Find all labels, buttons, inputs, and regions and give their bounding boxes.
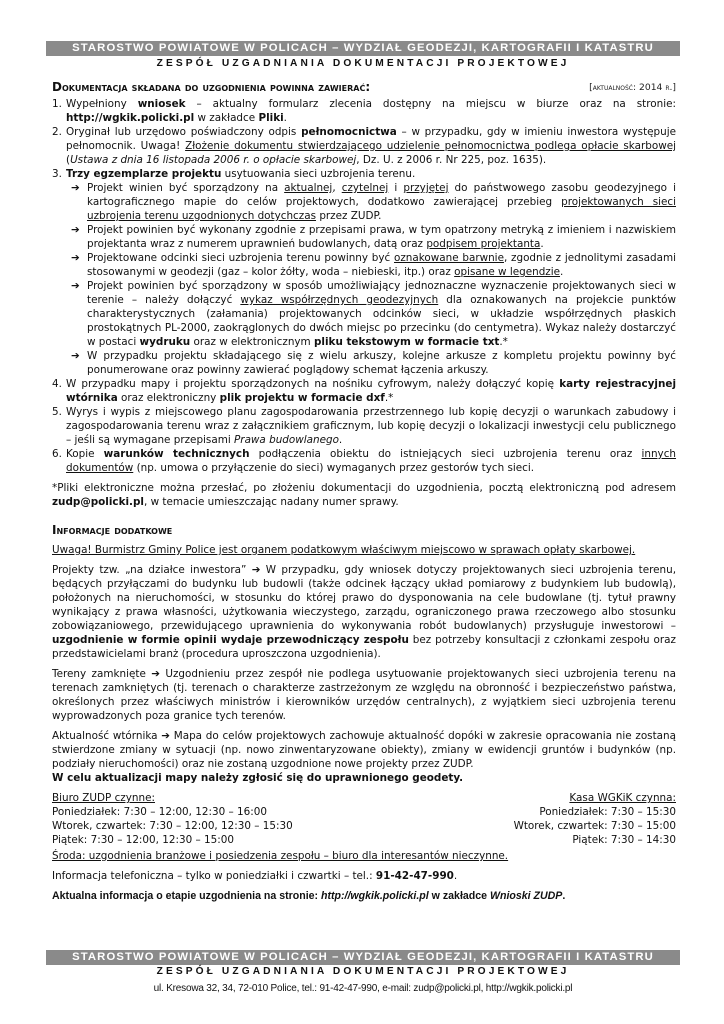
item-number: 3. xyxy=(52,168,62,180)
text: Projekty tzw. „na działce inwestora” ➔ W przypadku, gdy wniosek dotyczy projektowanych sieci uzbrojenia terenu, będących przyłączami do budynku lub budowli (także odcinek łączący układ pomiarowy z budynkiem lub budowlą), położonych na nieruchomości, w stosunku do której prawo do dysponowania na cele budowlane (tj. tytuł prawny wynikający z prawa własności, użytkowania wieczystego, zarządu, ograniczonego prawa rzeczowego albo stosunku zobowiązaniowego, przewidującego uprawnienia do wykonywania robót budowlanych) przysługuje inwestorowi – xyxy=(52,564,676,632)
arrow-item-1 xyxy=(52,181,676,223)
text-underlined: Środa: uzgodnienia branżowe i posiedzenia zespołu – biuro dla interesantów nieczynne. xyxy=(52,850,509,862)
arrow-icon: ➔ xyxy=(71,182,80,194)
list-item-3 xyxy=(52,167,676,181)
document-title: Dokumentacja składana do uzgodnienia powinna zawierać: xyxy=(52,80,371,94)
text: Wyrys i wypis z miejscowego planu zagospodarowania przestrzennego lub kopię decyzji o warunkach zabudowy i zagospodarowania terenu wraz z załącznikiem graficznym, lub kopię decyzji o lokalizacji inwestycji celu publicznego – jeśli są wymagane przepisami xyxy=(66,406,676,446)
document-heading xyxy=(52,80,676,95)
section-title-info: Informacje dodatkowe xyxy=(52,523,173,537)
office-hours xyxy=(52,791,293,847)
text-bold: karty rejestracyjnej wtórnika xyxy=(66,378,677,404)
hours-line: Piątek: 7:30 – 14:30 xyxy=(572,834,676,846)
arrow-icon: ➔ xyxy=(71,350,80,362)
text: – w przypadku, gdy w imieniu inwestora występuje pełnomocnik. Uwaga! xyxy=(66,126,676,152)
opening-hours xyxy=(52,791,676,849)
text: do państwowego zasobu geodezyjnego i kartograficznego mapie do celów projektowych, dodatkowo zawierającej przebieg xyxy=(87,182,677,208)
requirements-list-continued xyxy=(52,377,676,475)
text: . xyxy=(283,112,287,124)
text-bold: Trzy egzemplarze projektu xyxy=(66,168,222,180)
item-number: 2. xyxy=(52,126,62,138)
text: Informacja telefoniczna – tylko w poniedziałki i czwartki – tel.: xyxy=(52,870,376,882)
footer-team-title: ZESPÓŁ UZGADNIANIA DOKUMENTACJI PROJEKTOWEJ xyxy=(156,966,570,977)
status-info xyxy=(52,889,676,903)
text-italic: Prawa budowlanego xyxy=(234,434,339,446)
list-item-5 xyxy=(52,405,676,447)
hours-line: Wtorek, czwartek: 7:30 – 15:00 xyxy=(513,820,676,832)
arrow-icon: ➔ xyxy=(71,280,80,292)
text: bez potrzeby konsultacji z członkami zespołu oraz przedstawicielami branż (procedura uproszczona uzgodnienia). xyxy=(52,634,676,660)
text: . xyxy=(560,266,564,278)
text: , w temacie umieszczając nadany numer sprawy. xyxy=(144,496,399,508)
text: . xyxy=(540,238,544,250)
item-number: 6. xyxy=(52,448,62,460)
list-item-6 xyxy=(52,447,676,475)
text-italic: Ustawa z dnia 16 listopada 2006 r. o opłacie skarbowej xyxy=(70,154,357,166)
header-team-title: ZESPÓŁ UZGADNIANIA DOKUMENTACJI PROJEKTOWEJ xyxy=(156,58,570,69)
info-paragraph-1 xyxy=(52,563,676,661)
text-underlined: Uwaga! Burmistrz Gminy Police jest organem podatkowym właściwym miejscowo w sprawach opłaty skarbowej. xyxy=(52,544,636,556)
text-bold: pliku tekstowym w formacie txt xyxy=(313,336,500,348)
text-underlined: aktualnej xyxy=(284,182,333,194)
website-link[interactable]: http://wgkik.policki.pl xyxy=(66,112,195,124)
wednesday-note xyxy=(52,849,676,863)
text: Projekt winien być sporządzony na xyxy=(87,182,285,194)
text-underlined: innych dokumentów xyxy=(66,448,677,474)
text: *Pliki elektroniczne można przesłać, po złożeniu dokumentacji do uzgodnienia, pocztą elektroniczną pod adresem xyxy=(52,482,676,494)
office-hours-title: Biuro ZUDP czynne: xyxy=(52,792,155,804)
text: W przypadku mapy i projektu sporządzonych na nośniku cyfrowym, należy dołączyć kopię xyxy=(66,378,560,390)
tax-warning xyxy=(52,543,676,557)
requirements-list xyxy=(52,97,676,181)
phone-number[interactable]: 91-42-47-990 xyxy=(375,870,454,882)
header-office-bar: STAROSTWO POWIATOWE W POLICACH – WYDZIAŁ GEODEZJI, KARTOGRAFII I KATASTRU xyxy=(46,41,680,56)
text: . xyxy=(338,434,343,446)
text-underlined: Złożenie dokumentu stwierdzającego udzielenie pełnomocnictwa podlega opłacie skarbowej xyxy=(185,140,676,152)
text-underlined: projektowanych sieci uzbrojenia terenu uzgodnionych dotychczas xyxy=(87,196,676,222)
hours-line: Poniedziałek: 7:30 – 12:00, 12:30 – 16:00 xyxy=(52,806,267,818)
text-bold: wniosek xyxy=(137,98,186,110)
email-link[interactable]: zudp@policki.pl xyxy=(52,496,144,508)
text-bold: warunków technicznych xyxy=(103,448,250,460)
text-underlined: czytelnej xyxy=(341,182,389,194)
text: usytuowania sieci uzbrojenia terenu. xyxy=(221,168,416,180)
text-underlined: podpisem projektanta xyxy=(426,238,541,250)
text: (np. umowa o przyłączenie do sieci) wymaganych przez gestorów tych sieci. xyxy=(133,462,535,474)
text: oraz elektroniczny xyxy=(117,392,220,404)
item-number: 4. xyxy=(52,378,62,390)
cashier-hours-title: Kasa WGKiK czynna: xyxy=(569,792,676,804)
text: Kopie xyxy=(66,448,104,460)
text: , Dz. U. z 2006 r. Nr 225, poz. 1635). xyxy=(356,154,547,166)
footer-office-bar: STAROSTWO POWIATOWE W POLICACH – WYDZIAŁ GEODEZJI, KARTOGRAFII I KATASTRU xyxy=(46,950,680,965)
arrow-item-2 xyxy=(52,223,676,251)
text: podłączenia obiektu do istniejących sieci uzbrojenia terenu oraz xyxy=(249,448,642,460)
text: Aktualność wtórnika ➔ Mapa do celów projektowych zachowuje aktualność dopóki w zakresie opracowania nie zostaną stwierdzone zmiany w sytuacji (np. nowo zinwentaryzowane obiekty), zmiany w ewidencji gruntów i budynków (np. podziały nieruchomości) oraz nie zostaną uzgodnione nowe projekty przez ZUDP. xyxy=(52,730,676,770)
arrow-icon: ➔ xyxy=(71,252,80,264)
project-requirements xyxy=(52,181,676,377)
list-item-2 xyxy=(52,125,676,167)
hours-line: Poniedziałek: 7:30 – 15:30 xyxy=(539,806,676,818)
text: W przypadku projektu składającego się z wielu arkuszy, kolejne arkusze z kompletu projektu powinny być ponumerowane oraz powinny zawierać poglądowy schemat łączenia arkuszy. xyxy=(87,350,676,376)
text-underlined: wykaz współrzędnych geodezyjnych xyxy=(240,294,439,306)
text: Projektowane odcinki sieci uzbrojenia terenu powinny być xyxy=(87,252,394,264)
arrow-icon: ➔ xyxy=(71,224,80,236)
text-bold: Pliki xyxy=(258,112,284,124)
document-date: [aktualność: 2014 r.] xyxy=(589,82,676,93)
text-underlined: przyjętej xyxy=(403,182,449,194)
website-link[interactable]: http://wgkik.policki.pl xyxy=(321,890,429,902)
text: – aktualny formularz zlecenia dostępny na miejscu w biurze oraz na stronie: xyxy=(185,98,676,110)
text-underlined: oznakowane barwnie xyxy=(394,252,504,264)
list-item-1 xyxy=(52,97,676,125)
list-item-4 xyxy=(52,377,676,405)
text: Oryginał lub urzędowo poświadczony odpis xyxy=(66,126,302,138)
text: w zakładce xyxy=(428,890,490,902)
text: ( xyxy=(66,154,71,166)
text-bold: uzgodnienie w formie opinii wydaje przewodniczący zespołu xyxy=(52,634,409,646)
phone-info xyxy=(52,869,676,883)
text: dla oznakowanych na projekcie punktów charakterystycznych (załamania) projektowanych odcinków sieci, w układzie współrzędnych płaskich prostokątnych PL-2000, zaokrąglonych do dwóch miejsc po przecinku (do centymetra). Wykaz należy dostarczyć w postaci xyxy=(87,294,677,348)
text: .* xyxy=(499,336,508,348)
text: Projekt powinien być wykonany zgodnie z przepisami prawa, w tym opatrzony metryką z imieniem i nazwiskiem projektanta wraz z numerem uprawnień budowlanych, datą oraz xyxy=(87,224,676,250)
text: oraz w elektronicznym xyxy=(190,336,314,348)
arrow-item-3 xyxy=(52,251,676,279)
item-number: 1. xyxy=(52,98,62,110)
text: Wypełniony xyxy=(66,98,138,110)
document-content xyxy=(52,97,676,903)
info-paragraph-3 xyxy=(52,729,676,785)
text: przez ZUDP. xyxy=(316,210,382,222)
electronic-files-note xyxy=(52,481,676,509)
text-bold: plik projektu w formacie dxf xyxy=(219,392,385,404)
arrow-item-5 xyxy=(52,349,676,377)
text: Projekt powinien być sporządzony w sposób umożliwiający jednoznaczne wyznaczenie projektowanych sieci w terenie – należy dołączyć xyxy=(87,280,676,306)
text-bold: wydruku xyxy=(139,336,191,348)
text: w zakładce xyxy=(194,112,259,124)
cashier-hours xyxy=(514,791,676,847)
item-number: 5. xyxy=(52,406,62,418)
text-bold: pełnomocnictwa xyxy=(301,126,397,138)
text: , xyxy=(332,182,342,194)
text: . xyxy=(453,870,458,882)
text: .* xyxy=(384,392,394,404)
text: , zgodnie z jednolitymi zasadami stosowanymi w geodezji (gaz – kolor żółty, woda – niebieski, itp.) oraz xyxy=(87,252,676,278)
text: . xyxy=(562,890,566,902)
arrow-item-4 xyxy=(52,279,676,349)
footer-address: ul. Kresowa 32, 34, 72-010 Police, tel.: 91-42-47-990, e-mail: zudp@policki.pl, http://wgkik.policki.pl xyxy=(153,983,573,994)
text: Aktualna informacja o etapie uzgodnienia na stronie: xyxy=(52,890,322,902)
hours-line: Wtorek, czwartek: 7:30 – 12:00, 12:30 – 15:30 xyxy=(52,820,293,832)
text-italic: Wnioski ZUDP xyxy=(489,890,563,902)
hours-line: Piątek: 7:30 – 12:00, 12:30 – 15:00 xyxy=(52,834,234,846)
info-paragraph-2: Tereny zamknięte ➔ Uzgodnieniu przez zespół nie podlega usytuowanie projektowanych sieci uzbrojenia terenu na terenach zamkniętych (tj. terenach o charakterze zastrzeżonym ze względu na obronność i bezpieczeństwo państwa, określonych przez właściwych ministrów i kierowników urzędów centralnych), z wyjątkiem sieci uzbrojenia terenu wyprowadzonych poza granice tych terenów. xyxy=(52,668,676,722)
text: i xyxy=(388,182,404,194)
text-bold: W celu aktualizacji mapy należy zgłosić się do uprawnionego geodety. xyxy=(52,772,464,784)
text-underlined: opisane w legendzie xyxy=(454,266,561,278)
